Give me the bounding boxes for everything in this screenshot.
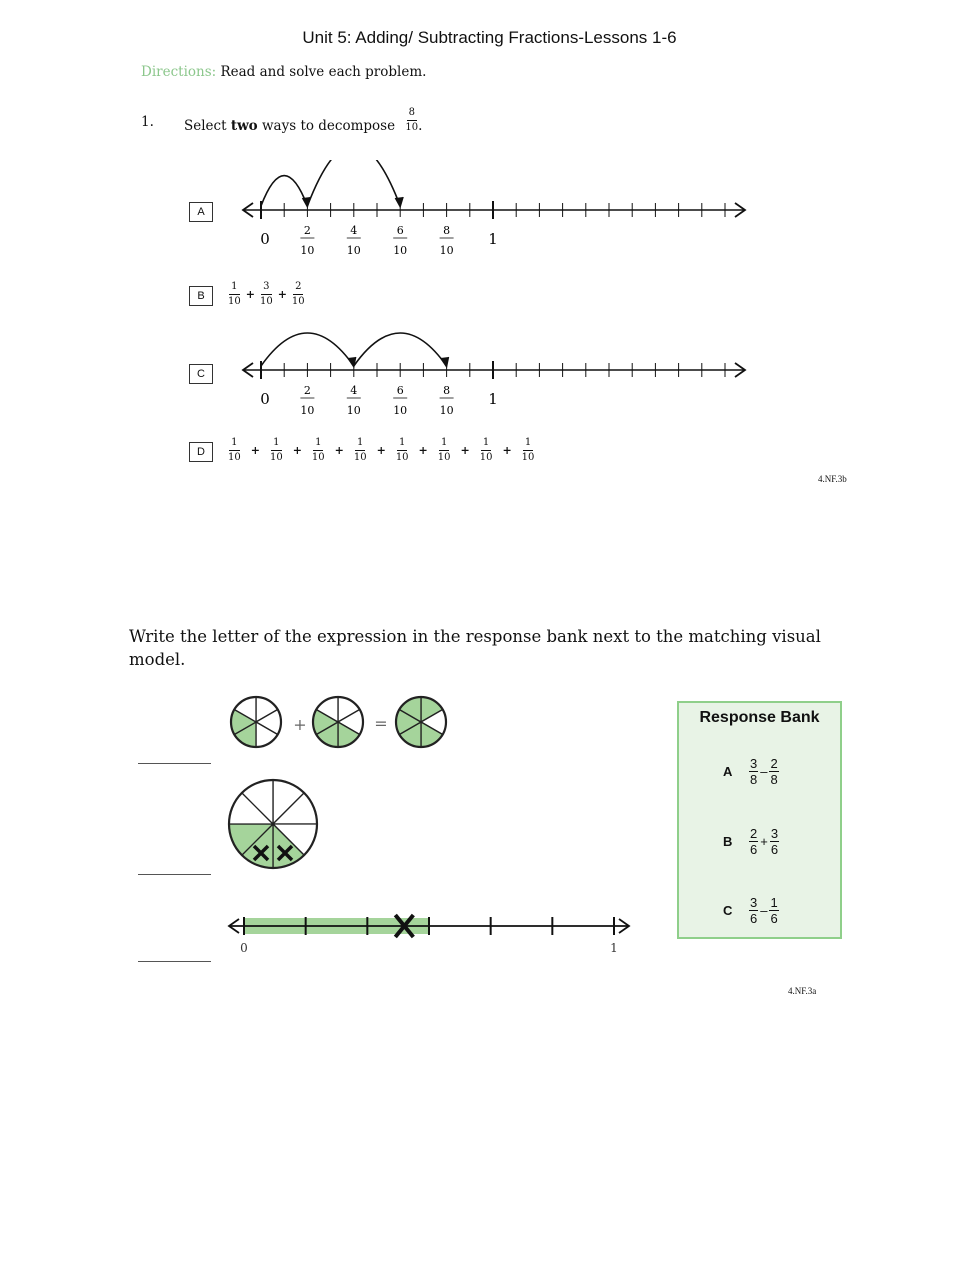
target-numerator: 8 [407, 108, 417, 121]
fraction-a [749, 896, 758, 925]
denominator: 10 [269, 452, 283, 463]
option-d-expression [228, 438, 534, 463]
directions-text: Read and solve each problem. [220, 64, 427, 80]
denominator: 10 [437, 452, 451, 463]
option-a-box[interactable]: A [189, 202, 213, 222]
fraction-term [312, 438, 325, 463]
matching-prompt: Write the letter of the expression in the response bank next to the matching visual model. [129, 627, 821, 669]
numerator: 3 [750, 895, 758, 910]
fraction-term [438, 438, 451, 463]
denominator: 10 [291, 296, 305, 307]
jump-arrowhead [395, 197, 403, 207]
tick-label-numerator: 8 [443, 384, 451, 397]
denominator: 10 [311, 452, 325, 463]
denominator: 6 [770, 842, 779, 857]
response-bank [677, 701, 842, 939]
page-title: Unit 5: Adding/ Subtracting Fractions-Lessons 1-6 [302, 28, 677, 47]
plus-sign: + [376, 444, 386, 457]
question-prompt [184, 107, 423, 139]
operator: – [760, 764, 768, 779]
option-b-expression [228, 282, 305, 307]
model-3-number-line [225, 905, 640, 960]
standard-code-1: 4.NF.3b [818, 474, 847, 484]
jump-arc [307, 160, 400, 206]
response-bank-item [723, 757, 779, 786]
standard-code-2: 4.NF.3a [788, 986, 817, 996]
prompt-bold: two [230, 118, 258, 134]
numerator: 3 [261, 282, 271, 295]
fraction-a [749, 757, 758, 786]
question-number: 1. [141, 114, 154, 130]
numerator: 1 [523, 438, 533, 451]
option-d-box[interactable]: D [189, 442, 213, 462]
numerator: 1 [770, 895, 778, 910]
numerator: 2 [770, 756, 778, 771]
denominator: 8 [750, 772, 758, 787]
denominator: 6 [750, 842, 758, 857]
numerator: 1 [481, 438, 491, 451]
fraction-b [770, 827, 779, 856]
plus-sign: + [334, 444, 344, 457]
plus-sign: + [292, 444, 302, 457]
numerator: 1 [439, 438, 449, 451]
model-3-ticks [229, 915, 629, 937]
denominator: 8 [770, 772, 778, 787]
fraction-term [260, 282, 273, 307]
answer-blank-2[interactable] [138, 874, 211, 875]
jump-arc [261, 176, 307, 206]
plus-sign: + [277, 288, 287, 301]
tick-label-denominator: 10 [439, 244, 454, 257]
target-suffix: . [418, 118, 423, 134]
tick-label-numerator: 6 [396, 384, 404, 397]
option-c-number-line [235, 320, 755, 430]
jump-arrowhead [441, 357, 449, 367]
numerator: 2 [750, 826, 758, 841]
response-letter: B [723, 834, 733, 849]
denominator: 10 [395, 452, 409, 463]
numerator: 2 [293, 282, 303, 295]
tick-label-denominator: 10 [346, 244, 361, 257]
fraction-term [354, 438, 367, 463]
target-denominator: 10 [405, 122, 419, 133]
label-one: 1 [488, 230, 498, 248]
denominator: 6 [770, 911, 778, 926]
denominator: 10 [228, 452, 241, 463]
denominator: 10 [521, 452, 535, 463]
option-a-number-line [235, 160, 755, 270]
fraction-term [396, 438, 409, 463]
fraction-b [769, 757, 778, 786]
circle-fraction-3 [396, 697, 446, 747]
label-zero: 0 [260, 230, 270, 248]
response-bank-title: Response Bank [699, 709, 820, 726]
option-b-box[interactable]: B [189, 286, 213, 306]
tick-label-numerator: 4 [350, 384, 358, 397]
model-2-circle [225, 776, 325, 871]
fraction-term [228, 438, 241, 463]
jump-arc [354, 333, 447, 366]
response-bank-item [723, 827, 779, 856]
circle-fraction-2 [313, 697, 363, 747]
fraction-term [292, 282, 305, 307]
equals-sign: = [374, 714, 388, 733]
fraction-a [749, 827, 758, 856]
tick-label-denominator: 10 [346, 404, 361, 417]
answer-blank-1[interactable] [138, 763, 211, 764]
plus-sign: + [293, 715, 307, 734]
fraction-term [228, 282, 241, 307]
tick-label-denominator: 10 [439, 404, 454, 417]
fraction-term [270, 438, 283, 463]
tick-label-numerator: 2 [303, 224, 311, 237]
plus-sign: + [418, 444, 428, 457]
numerator: 3 [770, 826, 779, 841]
denominator: 10 [353, 452, 367, 463]
numerator: 1 [229, 282, 239, 295]
tick-label-denominator: 10 [393, 404, 408, 417]
numerator: 1 [397, 438, 407, 451]
directions-label: Directions: [141, 64, 217, 80]
fraction-term [480, 438, 493, 463]
label-zero: 0 [260, 390, 270, 408]
tick-label-numerator: 4 [350, 224, 358, 237]
option-a-ticks [243, 160, 745, 257]
operator: + [760, 834, 768, 849]
denominator: 10 [259, 296, 273, 307]
circle-eighths [229, 780, 317, 868]
circle-fraction-1 [231, 697, 281, 747]
denominator: 10 [228, 296, 241, 307]
tick-label-denominator: 10 [393, 244, 408, 257]
numerator: 1 [271, 438, 281, 451]
response-letter: C [723, 903, 733, 918]
tick-label-numerator: 6 [396, 224, 404, 237]
target-fraction [405, 108, 418, 133]
label-one: 1 [610, 941, 618, 955]
tick-label-denominator: 10 [300, 404, 315, 417]
denominator: 10 [479, 452, 493, 463]
plus-sign: + [250, 444, 260, 457]
fraction-b [769, 896, 778, 925]
answer-blank-3[interactable] [138, 961, 211, 962]
numerator: 1 [313, 438, 323, 451]
label-zero: 0 [240, 941, 248, 955]
jump-arc [261, 333, 354, 366]
tick-label-denominator: 10 [300, 244, 315, 257]
model-1-circles [225, 692, 455, 752]
response-bank-item [723, 896, 779, 925]
option-c-ticks [243, 333, 745, 417]
denominator: 6 [750, 911, 758, 926]
numerator: 3 [750, 756, 758, 771]
response-letter: A [723, 764, 733, 779]
fraction-term [522, 438, 535, 463]
prompt-pre: Select [184, 118, 231, 134]
tick-label-numerator: 2 [303, 384, 311, 397]
option-c-box[interactable]: C [189, 364, 213, 384]
plus-sign: + [245, 288, 255, 301]
numerator: 1 [229, 438, 239, 451]
numerator: 1 [355, 438, 365, 451]
label-one: 1 [488, 390, 498, 408]
operator: – [760, 903, 768, 918]
tick-label-numerator: 8 [443, 224, 451, 237]
plus-sign: + [460, 444, 470, 457]
prompt-post: ways to decompose [257, 118, 396, 134]
directions [141, 64, 426, 80]
plus-sign: + [502, 444, 512, 457]
